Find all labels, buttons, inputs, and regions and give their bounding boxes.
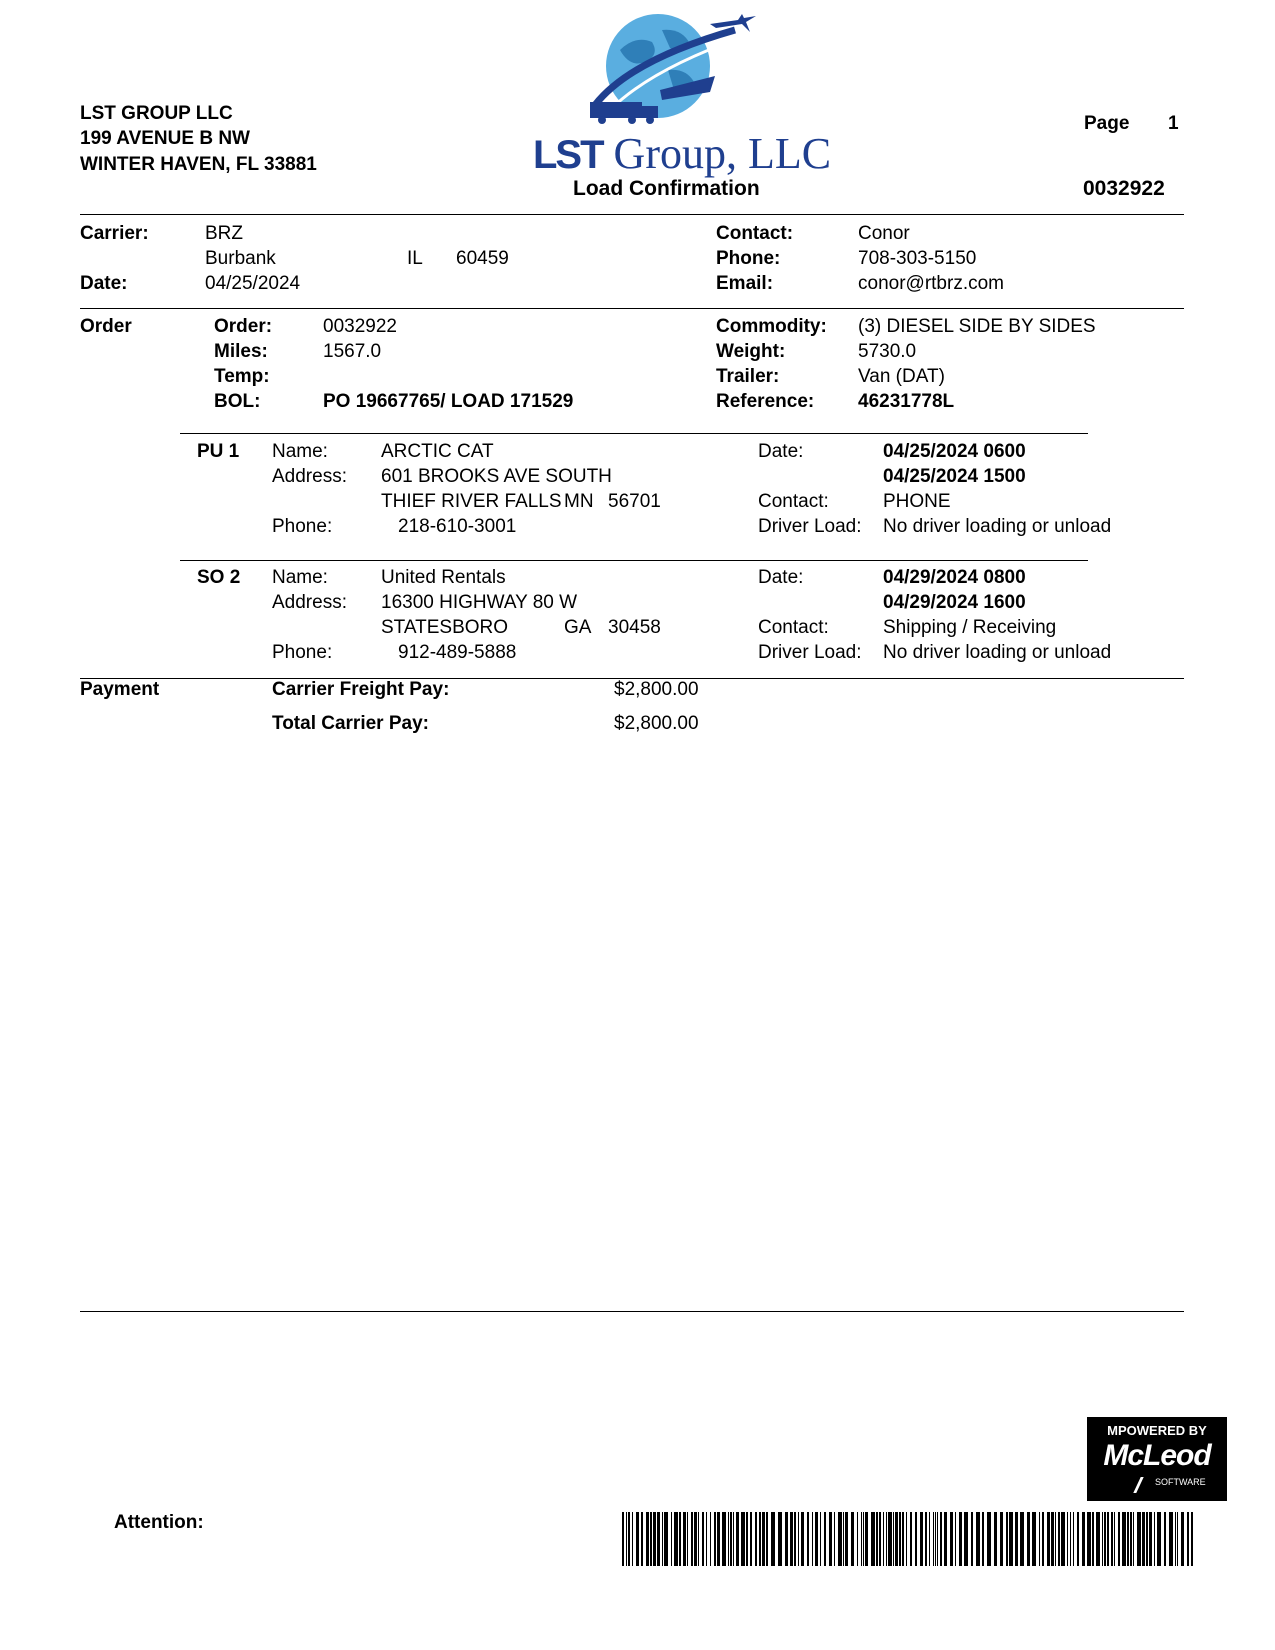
carrier-zip: 60459 bbox=[456, 248, 509, 269]
page-label: Page bbox=[1084, 113, 1130, 134]
divider-carrier bbox=[80, 308, 1184, 309]
stop-2-name: United Rentals bbox=[381, 567, 506, 588]
order-number: 0032922 bbox=[323, 316, 397, 337]
divider-footer bbox=[80, 1311, 1184, 1312]
stop-2-address: 16300 HIGHWAY 80 W bbox=[381, 592, 578, 613]
carrier-city: Burbank bbox=[205, 248, 276, 269]
stop-1-zip: 56701 bbox=[608, 491, 661, 512]
stop-1-contact-label: Contact: bbox=[758, 491, 829, 512]
order-bol: PO 19667765/ LOAD 171529 bbox=[323, 391, 574, 412]
carrier-contact-label: Contact: bbox=[716, 223, 794, 244]
stop-2-contact: Shipping / Receiving bbox=[883, 617, 1057, 638]
order-trailer-label: Trailer: bbox=[716, 366, 780, 387]
carrier-label: Carrier: bbox=[80, 223, 149, 244]
stop-2-contact-label: Contact: bbox=[758, 617, 829, 638]
stop-2-date-start: 04/29/2024 0800 bbox=[883, 567, 1026, 588]
stop-1-address-label: Address: bbox=[272, 466, 347, 487]
carrier-phone: 708-303-5150 bbox=[858, 248, 977, 269]
stop-1-address: 601 BROOKS AVE SOUTH bbox=[381, 466, 612, 487]
company-logo-text: LST Group, LLC bbox=[533, 129, 832, 178]
barcode bbox=[622, 1512, 1196, 1566]
divider-stop-1 bbox=[180, 433, 1088, 434]
mcleod-slash-icon bbox=[1133, 1477, 1143, 1493]
stop-1-date-start: 04/25/2024 0600 bbox=[883, 441, 1026, 462]
stop-2-date-end: 04/29/2024 1600 bbox=[883, 592, 1026, 613]
stop-1-phone-label: Phone: bbox=[272, 516, 333, 537]
stop-2-code: SO 2 bbox=[197, 567, 241, 588]
freight-pay-amount: $2,800.00 bbox=[614, 679, 699, 700]
order-reference: 46231778L bbox=[858, 391, 955, 412]
carrier-name: BRZ bbox=[205, 223, 243, 244]
order-miles-label: Miles: bbox=[214, 341, 268, 362]
mcleod-software-logo bbox=[1087, 1417, 1227, 1501]
stop-1-date-label: Date: bbox=[758, 441, 804, 462]
carrier-phone-label: Phone: bbox=[716, 248, 781, 269]
order-section-label: Order bbox=[80, 316, 132, 337]
page-number: 1 bbox=[1168, 113, 1179, 134]
divider-stop-2 bbox=[180, 560, 1088, 561]
total-pay-amount: $2,800.00 bbox=[614, 713, 699, 734]
stop-2-state: GA bbox=[564, 617, 592, 638]
powered-by-text: MPOWERED BY bbox=[1107, 1423, 1207, 1438]
stop-1-name: ARCTIC CAT bbox=[381, 441, 494, 462]
stop-2-city: STATESBORO bbox=[381, 617, 509, 638]
stop-1-state: MN bbox=[564, 491, 594, 512]
stop-1-date-end: 04/25/2024 1500 bbox=[883, 466, 1026, 487]
order-bol-label: BOL: bbox=[214, 391, 261, 412]
stop-1-driver-load: No driver loading or unload bbox=[883, 516, 1112, 537]
carrier-date: 04/25/2024 bbox=[205, 273, 301, 294]
company-address-line2: WINTER HAVEN, FL 33881 bbox=[80, 154, 317, 175]
stop-2-driver-load-label: Driver Load: bbox=[758, 642, 862, 663]
attention-label: Attention: bbox=[114, 1512, 204, 1533]
order-weight: 5730.0 bbox=[858, 341, 917, 362]
order-commodity-label: Commodity: bbox=[716, 316, 827, 337]
order-commodity: (3) DIESEL SIDE BY SIDES bbox=[858, 316, 1096, 337]
carrier-email-label: Email: bbox=[716, 273, 774, 294]
stop-1-phone: 218-610-3001 bbox=[398, 516, 517, 537]
stop-2-driver-load: No driver loading or unload bbox=[883, 642, 1112, 663]
company-logo bbox=[590, 10, 760, 125]
company-name: LST GROUP LLC bbox=[80, 103, 233, 124]
stop-2-phone-label: Phone: bbox=[272, 642, 333, 663]
order-miles: 1567.0 bbox=[323, 341, 382, 362]
order-reference-label: Reference: bbox=[716, 391, 815, 412]
mcleod-text: McLeod bbox=[1103, 1439, 1211, 1472]
order-temp-label: Temp: bbox=[214, 366, 270, 387]
payment-section-label: Payment bbox=[80, 679, 160, 700]
stop-2-address-label: Address: bbox=[272, 592, 347, 613]
divider-header bbox=[80, 214, 1184, 215]
software-text: SOFTWARE bbox=[1155, 1477, 1206, 1487]
stop-2-phone: 912-489-5888 bbox=[398, 642, 517, 663]
stop-1-name-label: Name: bbox=[272, 441, 328, 462]
document-number: 0032922 bbox=[1083, 177, 1165, 200]
total-pay-label: Total Carrier Pay: bbox=[272, 713, 429, 734]
stop-2-date-label: Date: bbox=[758, 567, 804, 588]
order-number-label: Order: bbox=[214, 316, 273, 337]
carrier-date-label: Date: bbox=[80, 273, 128, 294]
carrier-contact: Conor bbox=[858, 223, 910, 244]
order-weight-label: Weight: bbox=[716, 341, 786, 362]
stop-1-driver-load-label: Driver Load: bbox=[758, 516, 862, 537]
stop-2-name-label: Name: bbox=[272, 567, 328, 588]
document-title: Load Confirmation bbox=[573, 177, 760, 200]
stop-2-zip: 30458 bbox=[608, 617, 661, 638]
stop-1-contact: PHONE bbox=[883, 491, 951, 512]
freight-pay-label: Carrier Freight Pay: bbox=[272, 679, 450, 700]
carrier-state: IL bbox=[407, 248, 423, 269]
order-trailer: Van (DAT) bbox=[858, 366, 945, 387]
stop-1-code: PU 1 bbox=[197, 441, 240, 462]
stop-1-city: THIEF RIVER FALLS bbox=[381, 491, 562, 512]
company-address-line1: 199 AVENUE B NW bbox=[80, 128, 250, 149]
carrier-email: conor@rtbrz.com bbox=[858, 273, 1004, 294]
